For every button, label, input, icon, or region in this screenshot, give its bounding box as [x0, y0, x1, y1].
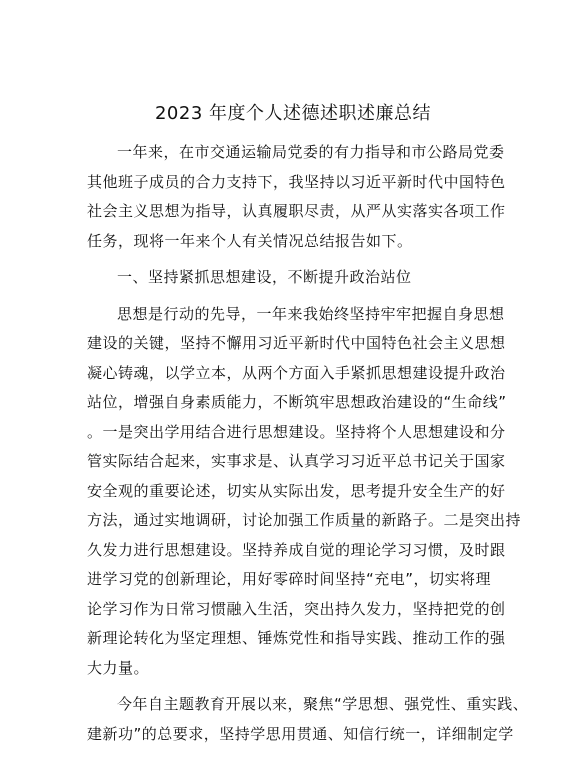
text-line: 方法，通过实地调研，讨论加强工作质量的新路子。二是突出持: [87, 511, 522, 529]
text-line: 进学习党的创新理论，用好零碎时间坚持“充电”，切实将理: [87, 570, 492, 588]
paragraph-theme-education: [87, 690, 529, 749]
section-heading: [87, 263, 512, 293]
text-line: 今年自主题教育开展以来，聚焦“学思想、强党性、重实践、: [117, 695, 529, 713]
paragraph-intro: [87, 138, 512, 256]
paragraph-thought-building: [87, 300, 522, 684]
text-line: 一、坚持紧抓思想建设，不断提升政治站位: [117, 268, 412, 286]
text-line: 其他班子成员的合力支持下，我坚持以习近平新时代中国特色: [87, 172, 506, 191]
text-line: 社会主义思想为指导，认真履职尽责，从严从实落实各项工作: [87, 202, 506, 220]
text-line: 安全观的重要论述，切实从实际出发，思考提升安全生产的好: [87, 481, 506, 500]
text-line: 任务，现将一年来个人有关情况总结报告如下。: [87, 231, 413, 250]
text-line: 思想是行动的先导，一年来我始终坚持牢牢把握自身思想: [117, 304, 505, 323]
text-line: 一年来，在市交通运输局党委的有力指导和市公路局党委: [117, 143, 505, 161]
text-line: 管实际结合起来，实事求是、认真学习习近平总书记关于国家: [87, 452, 506, 470]
text-line: 。一是突出学用结合进行思想建设。坚持将个人思想建设和分: [87, 422, 506, 441]
text-line: 大力量。: [87, 658, 150, 677]
text-line: 新理论转化为坚定理想、锤炼党性和指导实践、推动工作的强: [87, 629, 506, 647]
text-line: 久发力进行思想建设。坚持养成自觉的理论学习习惯，及时跟: [87, 540, 506, 559]
text-line: 论学习作为日常习惯融入生活，突出持久发力，坚持把党的创: [87, 599, 506, 618]
text-line: 建设的关键，坚持不懈用习近平新时代中国特色社会主义思想: [87, 334, 506, 352]
text-line: 凝心铸魂，以学立本，从两个方面入手紧抓思想建设提升政治: [87, 363, 506, 382]
text-line: 建新功”的总要求，坚持学思用贯通、知信行统一，详细制定学: [87, 724, 514, 743]
text-line: 站位，增强自身素质能力，不断筑牢思想政治建设的“生命线”: [87, 393, 507, 411]
document-body: [87, 138, 529, 749]
document-title: 2023 年度个人述德述职述廉总结: [154, 103, 432, 124]
